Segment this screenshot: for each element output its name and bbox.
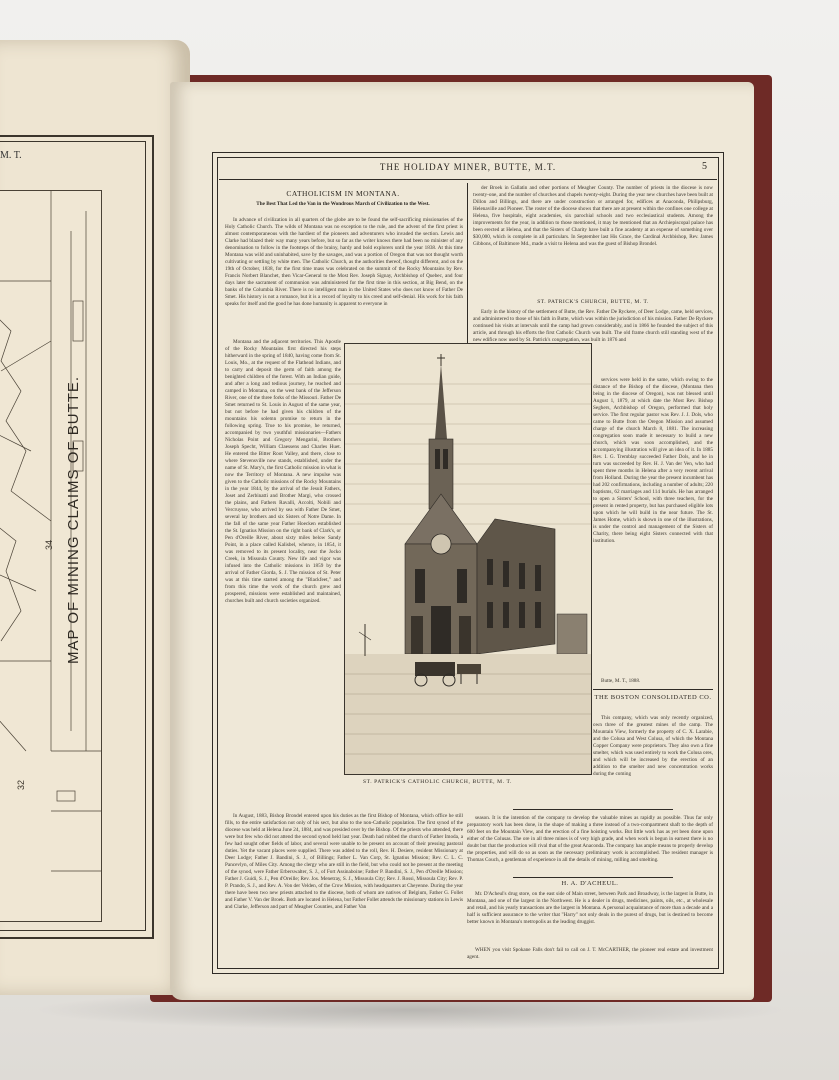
paragraph: der Broek in Gallatin and other portions of Meagher County. The number of priests in the diocese is now twenty-one, and the number of churches and chapels twenty-eight. During the year new churches have been built at Dillon and Billings, and there are under construction or arranged for, edifices at Anaconda, Philipsburg, Helenaville and Pioneer. The roster of the diocese shows that there are at present within the confines one college at Helena, five hospitals, eight academies, six parochial schools and two ecclesiastical students. Among the improvements for the year, in addition to those mentioned, it may be mentioned that an Archiepiscopal palace has been erected at Helena, and that the Sisters of Charity have built a fine academy at an expense of something over $30,000, which is complete in all particulars. In September last His Grace, the Cardinal Archbishop, Rev. James Gibbons, of Baltimore Md., made a visit to Helena and was the guest of Bishop Brondel. [473, 185, 713, 247]
advertisement-notice [467, 947, 713, 965]
map-top-fragment: M. T. [0, 150, 22, 161]
paragraph: season. It is the intention of the company to develop the valuable mines as rapidly as possible. Thus far only preparatory work has been done, in the shape of making a three instead of a two-compartment shaft to the depth of 600 feet on the Mountain View, and the erection of a fine hoisting works. But little work has as yet been done upon either of the Colusas. The ore in all three mines is of very high grade, and when work is begun in earnest there is no doubt but that the production will rival that of the great Anaconda. The company has ample means to properly develop the properties, and will do so as soon as the necessary preliminary work is accomplished. The resident manager is Thomas Couch, a gentleman of experience in all the details of mining, milling and smelting. [467, 815, 713, 863]
paragraph: In advance of civilization in all quarters of the globe are to be found the self-sacrificing missionaries of the Holy Catholic Church. The wilds of Montana was no exception to the rule, and the advent of the first priest is almost contemporaneous with the hardiest of the pioneers and adventurers who invaded the section. Lewis and Clarke had blazed their way many years before, but so far as the writer knows there had been no minister of any denomination to follow in the footsteps of the brainy, hardy and bold explorers until the year 1838. At this time Montana was wild and uninhabited, save by the savages, and was a portion of Oregon that was not thought worth cultivating or settling by white men. The Catholic Church, as the authorities thereof, thought different, and on the 19th of October, 1838, for the first time mass was celebrated on the summit of the Rocky Mountains by Rev. Francis Norbert Blanchet, then Vicar-General to the Most Rev. Joseph Signay, Archbishop of Quebec, and four days later the sacrament of communion was administered for the first time in this section, at Big Bend, on the banks of the Columbia River. There is no intelligent man in the United States who does not know of Father De Smet. His history is not a romance, but it is a record of loyalty to his creed and self-denial. His work for his faith speaks for itself and the good he has done humanity is apparent to everyone in [225, 217, 463, 307]
article-text-narrow [593, 715, 713, 815]
left-page-map [0, 40, 190, 995]
paragraph: Mr. D'Acheul's drug store, on the east side of Main street, between Park and Broadway, is the largest in Butte, in Montana, and one of the largest in the Northwest. He is a dealer in drugs, medicines, paints, oils, etc., at wholesale and retail, and his yearly transactions are the largest in Montana. A personal acquaintance of more than a decade and a half is sufficient assurance to the writer that "Harry" not only deals in the purest of drugs, but is destined to become better known in Montana's metropolis as the leading druggist. [467, 891, 713, 925]
paragraph: This company, which was only recently organized, own three of the greatest mines of the camp. The Mountain View, formerly the property of C. X. Larabie, and the Colusa and West Colusa, of which the Montana Copper Company were proprietors. They also own a fine smelter, which was used entirely to work the Colusa ores, and which will be increased by the erection of an addition to the smelter and new concentration works during the coming [593, 715, 713, 777]
illustration-caption: ST. PATRICK'S CATHOLIC CHURCH, BUTTE, M. T. [363, 779, 512, 785]
section-rule [513, 809, 673, 810]
paragraph: In August, 1883, Bishop Brondel entered upon his duties as the first Bishop of Montana, which office he still fills, to the entire satisfaction not only of his sect, but also to the non-Catholic population. The first synod of the diocese was held at Helena June 24, 1884, and was presided over by the Bishop. Of the priests who attended, there were but few who did not attend the second synod held last year. Death had robbed the church of Father Imoda, a few had sought other fields of labor, and several were unable to be present on account of their pressing pastoral duties. Yet the vacant places were supplied. There was added to the roll, Rev. H. Desiere, resident Missionary at Deer Lodge; Father J. Bandini, S. J., of Billings; Father L. Van Corp, St. Ignatius Mission; Rev. C. L. C. Pancevlyn, of Miles City. Among the clergy who are still in the field, but who could not be present at the meeting of the synod, were Father Erberswalter, S. J., of Fort Assinaboine; Father P. Bandini, S. J., Pen d'Oreille Mission; Father J. Guidi, S. J., Pen d'Oreille; Rev. Jos. Menetray, S. J., Missoula City; Rev. J. Rossi, Missoula City; Rev. P. P. Prando, S. J., and Rev. A. Von der Velden, of the Crow Mission, with headquarters at Cheyenne. During the year there have been two new priests attached to the diocese, both of whom are natives of Belgium, Father G. Follet and Father V. Van der Broek. Both are located in Helena, but Father Follet attends the missionary stations in Lewis and Clarke, Jefferson and part of Meagher Counties, and Father Van [225, 813, 463, 910]
page-border [212, 152, 724, 974]
running-header [219, 157, 717, 180]
article-heading-st-patricks: ST. PATRICK'S CHURCH, BUTTE, M. T. [537, 299, 649, 305]
article-text [467, 891, 713, 945]
page-number: 5 [702, 161, 707, 172]
running-title: THE HOLIDAY MINER, BUTTE, M.T. [379, 162, 557, 172]
section-rule [513, 877, 673, 878]
article-signoff [593, 678, 713, 686]
paragraph: Montana and the adjacent territories. This Apostle of the Rocky Mountains first directed his steps hitherward in the spring of 1840, having come from St. Louis, Mo., at the request of the Flathead Indians, and to carry and deposit the germ of faith among the benighted children of the forest. With an Indian guide, and after a long and tedious journey, he reached and camped in Montana, on the west bank of the Jefferson River, one of the three forks of the Missouri. Father De Smet returned to St. Louis in August of the same year, but not before he had given his children of the mountains his solemn promise to return in the following spring. True to his promise, he returned, accompanied by two youthful missionaries—Fathers Nicholas Point and Gregory Mengarini, Brothers Joseph Specht, William Claessens and Charles Huet. He entered the Bitter Root Valley, and there, close to where Stevensville now stands, established, under the name of St. Mary's, the first Catholic mission in what is now the Territory of Montana. A new impulse was given to the Catholic missions of the Rocky Mountains in the year 1844, by the arrival of the Jesuit Fathers, Joset and Zerbinatti and Brother Margi, who crossed the plains, and Fathers Ravalli, Accolti, Nobili and Vercruysse, who arrived by sea with Father De Smet, several lay brothers and six Sisters of Notre Dame. In the fall of the same year Father Hoecken established the St. Ignatius Mission on the right bank of Clark's, or Pen d'Oreille River, about sixty miles below Sandy Point, in a place called Kalisbel, whence, in 1854, it was removed to its present locality, near the Jocko Creek, in Missoula County. New life and vigor was infused into the Catholic missions in 1859 by the arrival of Father Giorda, S. J. The mission of St. Peter was at this time started among the "Blackfeet," and from this time the work of the church grew and prospered, missions were established and maintained, churches built and church societies organized. [225, 339, 341, 604]
article-text-narrow [593, 377, 713, 677]
paragraph: services were held in the same, which owing to the distance of the Bishop of the diocese, (Montana then being in the diocese of Oregon), was not blessed until August 1, 1879, at which date the Most Rev. Bishop Seghers, Archbishop of Oregon, performed that holy service. The first regular pastor was Rev. J. J. Dols, who came to Butte from the Oregon Mission and assumed charge of the church March 8, 1881. The increasing congregation soon made it necessary to build a new church, which was soon accomplished, and the accompanying illustration will give an idea of it. In 1885 Rev. I. G. Tremblay succeeded Father Dols, and he in turn was succeeded by Rev. H. J. Van der Ven, who had spent three months in Helena after a very recent arrival from Holland. During the year the present incumbent has had 202 confirmations, including a number of adults; 220 baptisms, 62 marriages and 114 burials. He has arranged to open a Sisters' School, with three teachers, for the present in rented property, but has purchased eligible lots upon which he will build in the near future. The St. James Home, which is shown in one of the illustrations, is under the control and management of the Sisters of Charity, there being eight Sisters connected with that institution. [593, 377, 713, 544]
article-text [467, 815, 713, 875]
map-number: 34 [44, 539, 55, 551]
article-text-narrow [225, 339, 341, 769]
section-rule [593, 689, 713, 690]
map-number: 32 [16, 779, 27, 791]
church-engraving [344, 343, 592, 775]
article-text-right [473, 185, 713, 295]
column-divider [467, 183, 468, 343]
right-page [170, 82, 754, 1000]
notice-text: WHEN you visit Spokane Falls don't fail to call on J. T. McCARTHER, the pioneer real estate and investment agent. [467, 947, 713, 960]
church-illustration [345, 344, 591, 774]
signoff-text: Butte, M. T., 1888. [601, 678, 641, 684]
map-title [55, 340, 95, 700]
map-title-text: MAP OF MINING CLAIMS OF BUTTE. [65, 375, 82, 665]
article-heading-boston: THE BOSTON CONSOLIDATED CO. [594, 694, 712, 701]
article-heading-catholicism: CATHOLICISM IN MONTANA. [286, 189, 400, 198]
article-text-bottom [225, 813, 463, 965]
article-subheading: The Best That Led the Van in the Wondrous March of Civilization to the West. [256, 201, 430, 207]
paragraph: Early in the history of the settlement of Butte, the Rev. Father De Ryckere, of Deer Lodge, came, held services, and administered to those of his faith in Butte, which was within the jurisdiction of his mission. Father De Ryckere continued his visits at intervals until the camp had grown considerably, and in 1866 he founded the subject of this article, and through his efforts the first Catholic Church was built. The old frame church still standing west of the new edifice now used by St. Patrick's congregation, was built in 1876 and [473, 309, 713, 343]
article-heading-dacheul: H. A. D'ACHEUL. [561, 880, 619, 887]
article-text [225, 217, 463, 337]
